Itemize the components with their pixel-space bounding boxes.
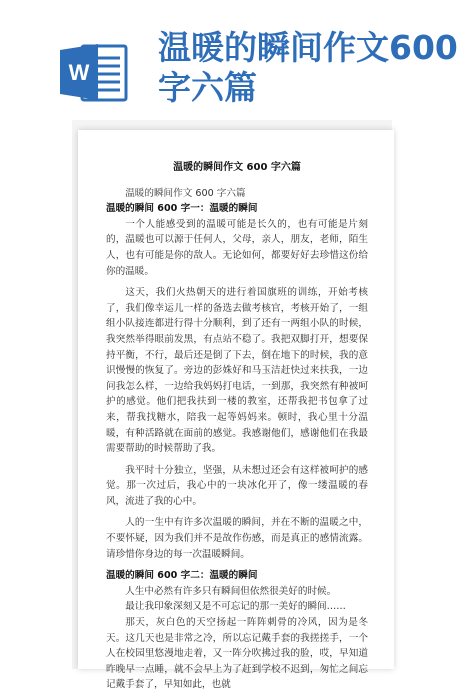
paragraph: 人的一生中有许多次温暖的瞬间，并在不断的温暖之中，不要怀疑，因为我们并不是故作伤感，而是真正的感情流露。请珍惜你身边的每一次温暖瞬间。 [106,517,368,560]
document-page[interactable] [78,130,394,691]
article-subtitle: 温暖的瞬间作文 600 字六篇 [125,187,246,199]
article-title: 温暖的瞬间作文 600 字六篇 [173,162,301,173]
section-heading-2: 温暖的瞬间 600 字二：温暖的瞬间 [106,570,258,582]
svg-text:W: W [68,60,90,85]
paragraph: 最让我印象深刻又是不可忘记的那一美好的瞬间…… [125,601,346,613]
paragraph: 一个人能感受到的温暖可能是长久的，也有可能是片刻的，温暖也可以源于任何人，父母，亲人，朋友，老师，陌生人，也有可能是你的敌人。无论如何，都要好好去珍惜这份给你的温暖。 [106,218,368,277]
paragraph: 这天，我们火热朝天的进行着国旗班的训练，开始考核了，我们像幸运儿一样的备选去做考核官，考核开始了，一组组小队接连都进行得十分顺利，到了还有一两组小队的时候，我突然举得眼前发黑，有点站不稳了。我把双脚打开，想要保持平衡，不行，最后还是倒了下去，倒在地下的时候，我的意识慢慢的恢复了。旁边的彭姝好和马玉洁赶快过来扶我，一边问我怎么样，一边给我妈妈打电话，一到那，我突然有种被呵护的感觉。他们把我扶到一楼的教室，还帮我把书包拿了过来，帮我找糖水，陪我一起等妈妈来。顿时，我心里十分温暖，有种活路就在面前的感觉。我感谢他们，感谢他们在我最需要帮助的时候帮助了我。 [106,287,368,455]
document-title: 温暖的瞬间作文600字六篇 [158,28,458,107]
paragraph: 人生中必然有许多只有瞬间但依然很美好的时候。 [125,585,337,597]
word-document-icon [58,40,130,104]
header [0,0,474,112]
paragraph: 我平时十分独立，坚强，从未想过还会有这样被呵护的感觉。那一次过后，我心中的一块冰化开了，像一缕温暖的春风，流进了我的心中。 [106,464,368,507]
paragraph: 那天，灰白色的天空扬起一阵阵刺骨的冷风，因为是冬天。这几天也是非常之冷，所以忘记戴手套的我搓搓手，一个人在校园里悠漫地走着，又一阵分吹拂过我的脸，哎，早知道昨晚早一点睡，就不会早上为了赶到学校不迟到，匆忙之间忘记戴手套了，早知如此，也就 [106,617,368,691]
section-heading-1: 温暖的瞬间 600 字一：温暖的瞬间 [106,203,258,215]
